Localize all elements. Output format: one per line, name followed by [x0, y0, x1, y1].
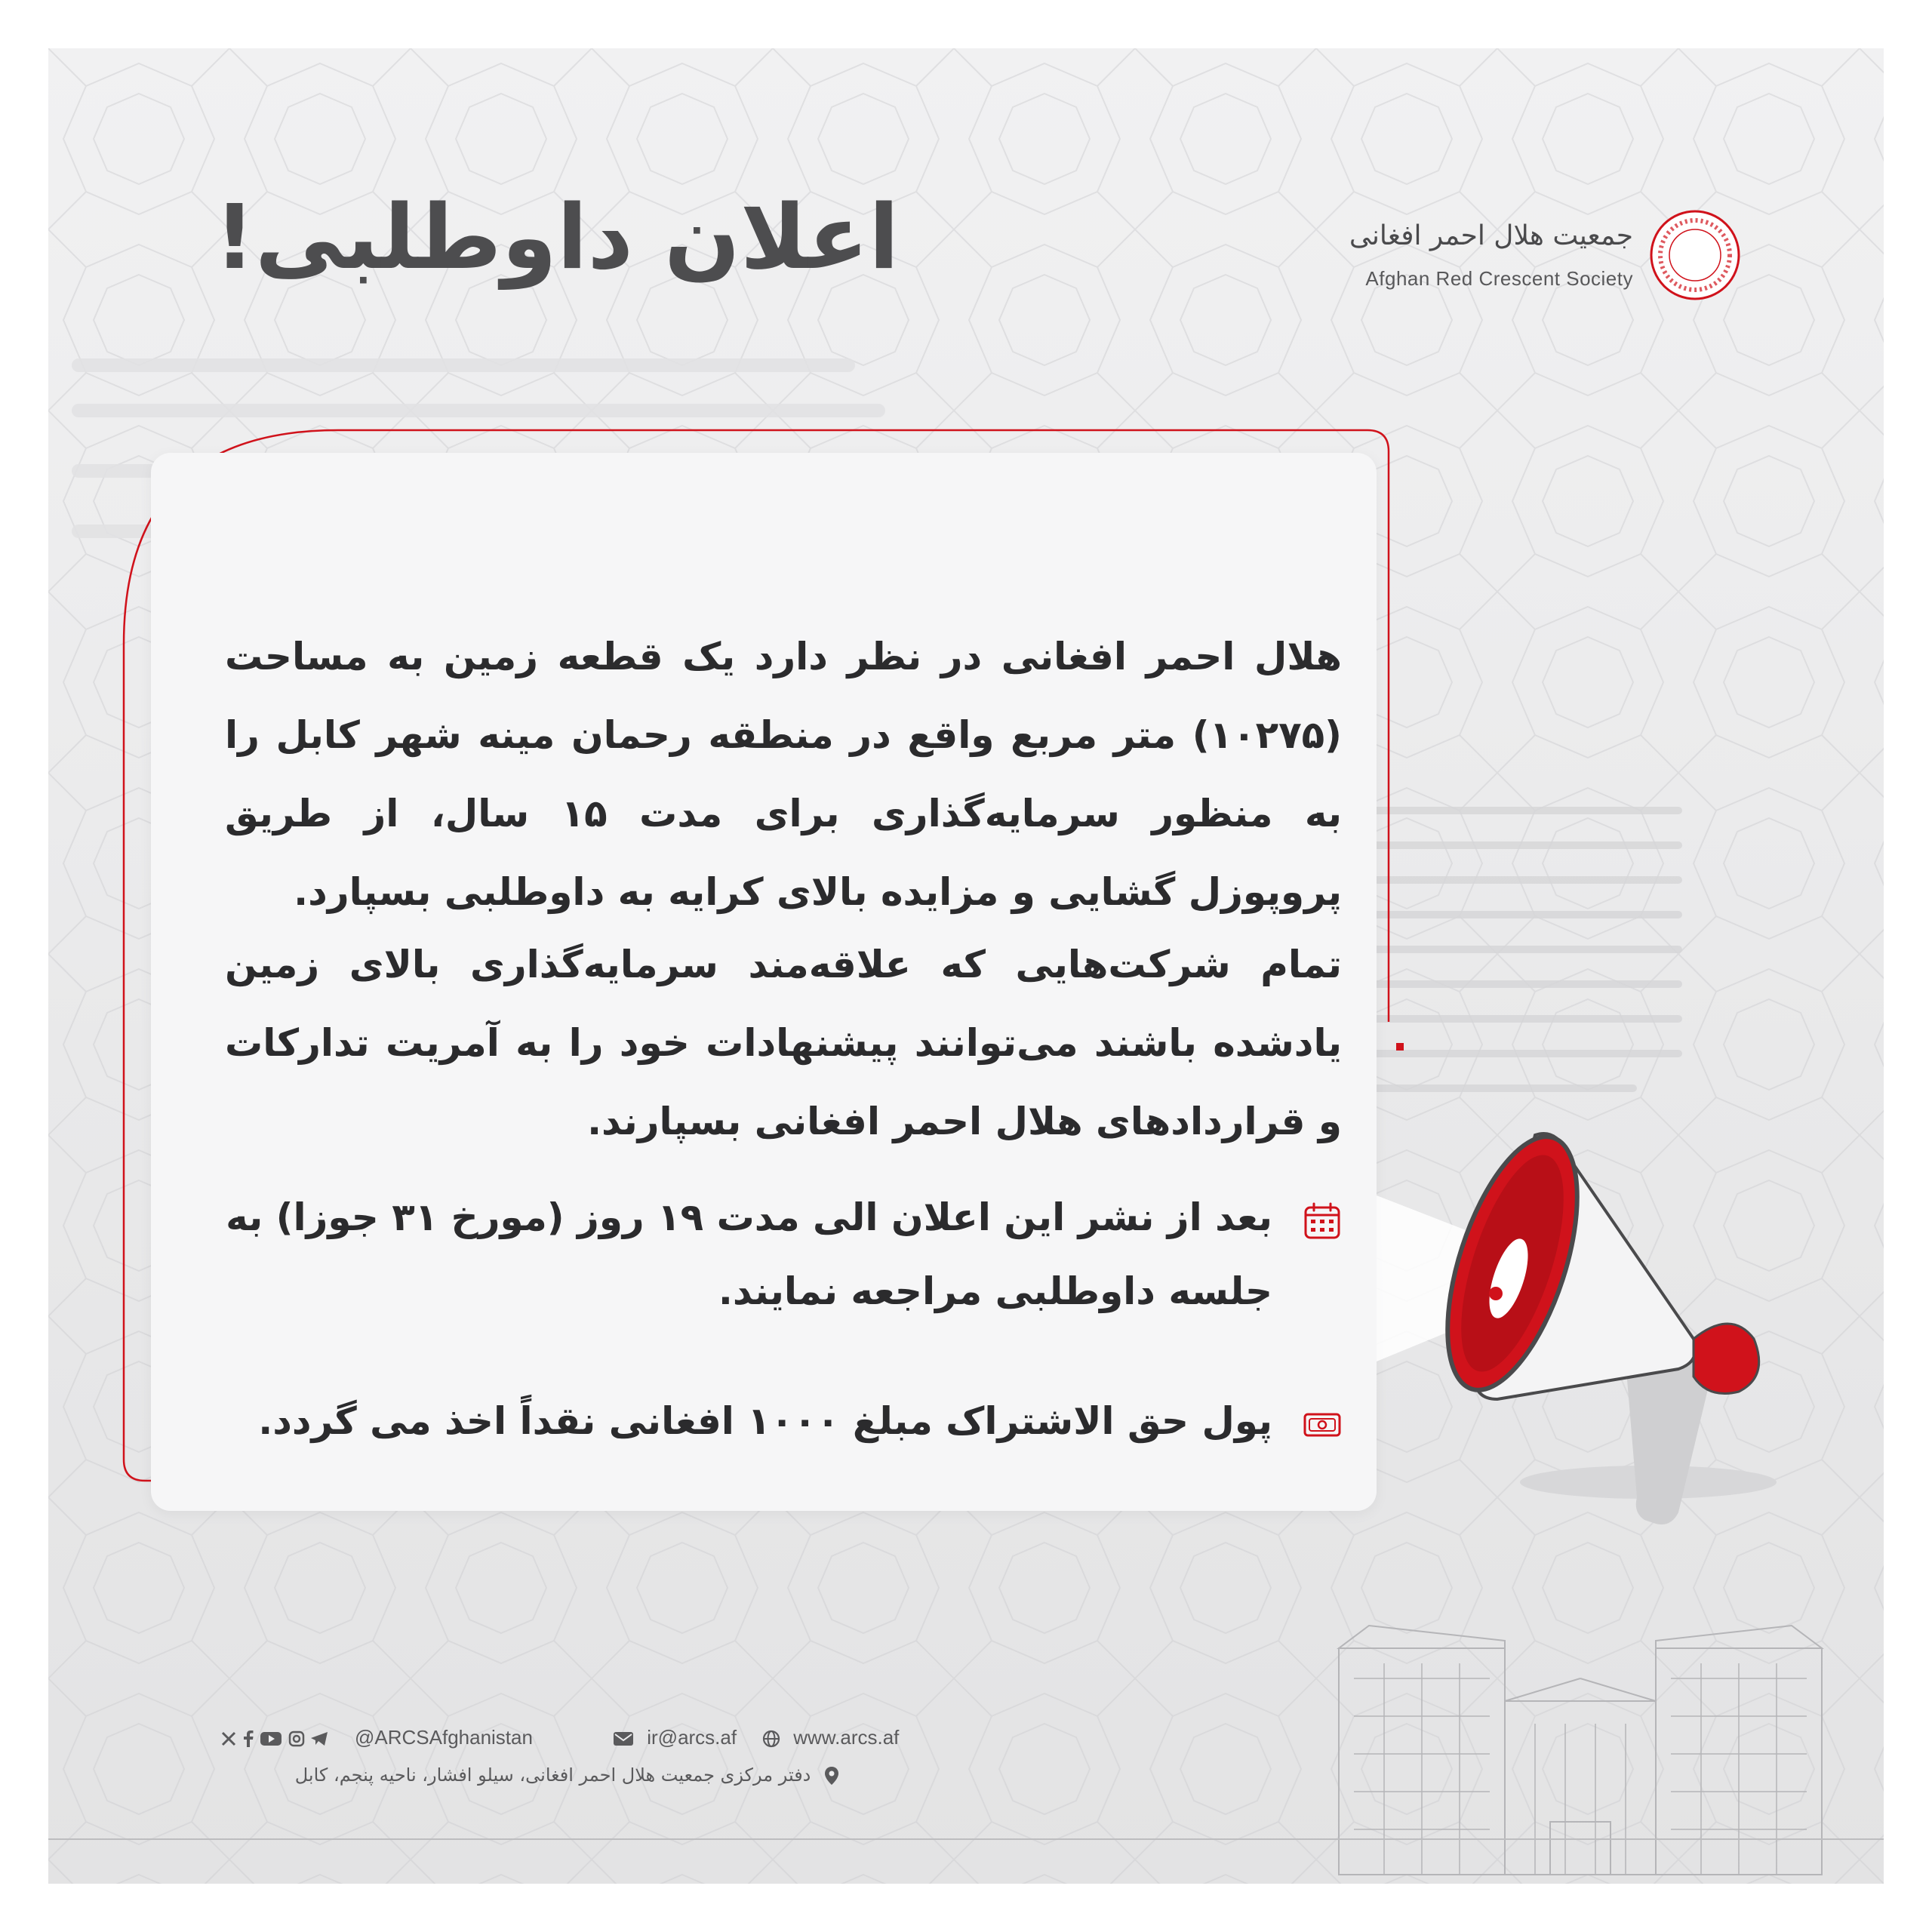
telegram-icon[interactable] — [310, 1730, 328, 1747]
paragraph-land-description: هلال احمر افغانی در نظر دارد یک قطعه زمین به مساحت (۱۰۲۷۵) متر مربع واقع در منطقه رحمان مینه شهر کابل را به منظور سرمایه‌گذاری برای مدت ۱۵ سال، از طریق پروپوزل گشایی و مزایده بالای کرایه به داوطلبی بسپارد. — [225, 635, 1342, 914]
location-pin-icon — [824, 1766, 839, 1786]
bullet-text: پول حق الاشتراک مبلغ ۱۰۰۰ افغانی نقداً اخذ می گردد. — [258, 1399, 1272, 1443]
address-text: دفتر مرکزی جمعیت هلال احمر افغانی، سیلو افشار، ناحیه پنجم، کابل — [294, 1764, 811, 1786]
social-handle[interactable]: @ARCSAfghanistan — [355, 1726, 533, 1749]
instagram-icon[interactable] — [288, 1730, 305, 1747]
footer-contact-row — [220, 1721, 945, 1754]
social-icons-group — [220, 1721, 328, 1754]
bottom-divider — [48, 1838, 1884, 1840]
announcement-poster — [48, 48, 1884, 1884]
bullet-text: بعد از نشر این اعلان الی مدت ۱۹ روز (مورخ ۳۱ جوزا) به جلسه داوطلبی مراجعه نمایند. — [226, 1195, 1272, 1313]
x-icon[interactable] — [220, 1730, 237, 1747]
organization-name-persian: جمعیت هلال احمر افغانی — [1349, 220, 1633, 251]
calendar-icon — [1303, 1201, 1342, 1241]
website-url[interactable]: www.arcs.af — [793, 1726, 900, 1749]
globe-icon — [762, 1730, 780, 1748]
website-contact — [762, 1721, 899, 1754]
email-address[interactable]: ir@arcs.af — [647, 1726, 737, 1749]
money-icon — [1303, 1405, 1342, 1444]
megaphone-illustration — [1377, 1090, 1860, 1573]
envelope-icon — [613, 1730, 634, 1747]
bullet-session-date — [225, 1180, 1342, 1328]
paragraph-companies-invitation: تمام شرکت‌هایی که علاقه‌مند سرمایه‌گذاری بالای زمین یادشده باشند می‌توانند پیشنهادات خود را به آمریت تدارکات و قراردادهای هلال احمر افغانی بسپارند. — [225, 943, 1342, 1143]
headquarters-building-sketch — [1324, 1618, 1837, 1884]
page-title: اعلان داوطلبی! — [214, 185, 900, 289]
footer-address — [220, 1758, 839, 1792]
email-contact — [613, 1721, 737, 1754]
bullet-participation-fee — [225, 1384, 1342, 1458]
youtube-icon[interactable] — [260, 1730, 282, 1747]
organization-name-english: Afghan Red Crescent Society — [1365, 267, 1633, 290]
facebook-icon[interactable] — [242, 1730, 254, 1748]
